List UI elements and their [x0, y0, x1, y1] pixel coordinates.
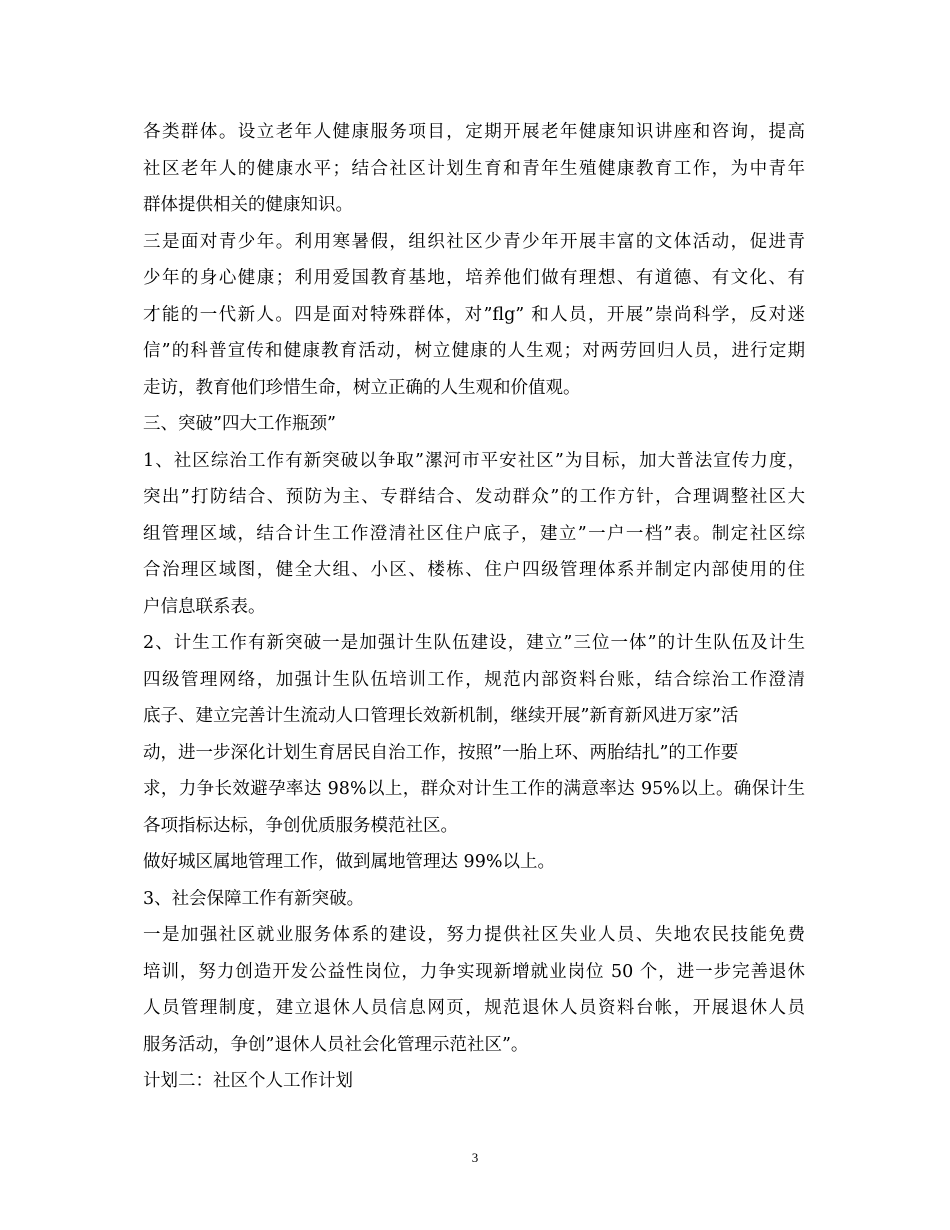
- body-text-line: 各项指标达标，争创优质服务模范社区。: [143, 815, 458, 836]
- body-text-line: 才能的一代新人。四是面对特殊群体，对”flg” 和人员，开展”崇尚科学，反对迷: [143, 304, 805, 325]
- body-text-line: 群体提供相关的健康知识。: [143, 195, 353, 215]
- body-text-line: 走访，教育他们珍惜生命，树立正确的人生观和价值观。: [143, 377, 581, 398]
- document-body: [143, 114, 805, 1100]
- body-text-line: 信”的科普宣传和健康教育活动，树立健康的人生观；对两劳回归人员，进行定期: [143, 341, 805, 361]
- body-text-line: 三是面对青少年。利用寒暑假，组织社区少青少年开展丰富的文体活动，促进青: [143, 231, 805, 252]
- body-text-line: 求，力争长效避孕率达 98%以上，群众对计生工作的满意率达 95%以上。确保计生: [143, 779, 805, 799]
- body-text-line: 少年的身心健康；利用爱国教育基地，培养他们做有理想、有道德、有文化、有: [143, 268, 805, 288]
- body-text-line: 突出”打防结合、预防为主、专群结合、发动群众”的工作方针，合理调整社区大: [143, 487, 805, 507]
- body-text-line: 2、计生工作有新突破一是加强计生队伍建设，建立”三位一体”的计生队伍及计生: [143, 633, 805, 653]
- body-text-line: 做好城区属地管理工作，做到属地管理达 99%以上。: [143, 852, 555, 872]
- body-text-line: 社区老年人的健康水平；结合社区计划生育和青年生殖健康教育工作，为中青年: [143, 158, 805, 179]
- body-text-line: 服务活动，争创”退休人员社会化管理示范社区”。: [143, 1034, 529, 1055]
- page-number: 3: [471, 1150, 479, 1165]
- body-text-line: 培训，努力创造开发公益性岗位，力争实现新增就业岗位 50 个，进一步完善退休: [143, 961, 805, 982]
- body-text-line: 底子、建立完善计生流动人口管理长效新机制，继续开展”新育新风进万家”活: [143, 706, 739, 726]
- section-heading: 计划二：社区个人工作计划: [143, 1071, 353, 1091]
- body-text-line: 四级管理网络，加强计生队伍培训工作，规范内部资料台账，结合综治工作澄清: [143, 669, 805, 690]
- body-text-line: 各类群体。设立老年人健康服务项目，定期开展老年健康知识讲座和咨询，提高: [143, 122, 805, 142]
- body-text-line: 组管理区域，结合计生工作澄清社区住户底子，建立”一户一档”表。制定社区综: [143, 523, 805, 544]
- body-text-line: 合治理区域图，健全大组、小区、楼栋、住户四级管理体系并制定内部使用的住: [143, 560, 805, 580]
- body-text-line: 户信息联系表。: [143, 596, 266, 617]
- section-heading: 三、突破”四大工作瓶颈”: [143, 414, 336, 434]
- body-text-line: 一是加强社区就业服务体系的建设，努力提供社区失业人员、失地农民技能免费: [143, 925, 805, 945]
- body-text-line: 1、社区综治工作有新突破以争取”漯河市平安社区”为目标，加大普法宣传力度，: [143, 450, 805, 471]
- section-heading: 3、社会保障工作有新突破。: [143, 888, 365, 909]
- body-text-line: 动，进一步深化计划生育居民自治工作，按照”一胎上环、两胎结扎”的工作要: [143, 742, 739, 763]
- body-text-line: 人员管理制度，建立退休人员信息网页，规范退休人员资料台帐，开展退休人员: [143, 998, 805, 1018]
